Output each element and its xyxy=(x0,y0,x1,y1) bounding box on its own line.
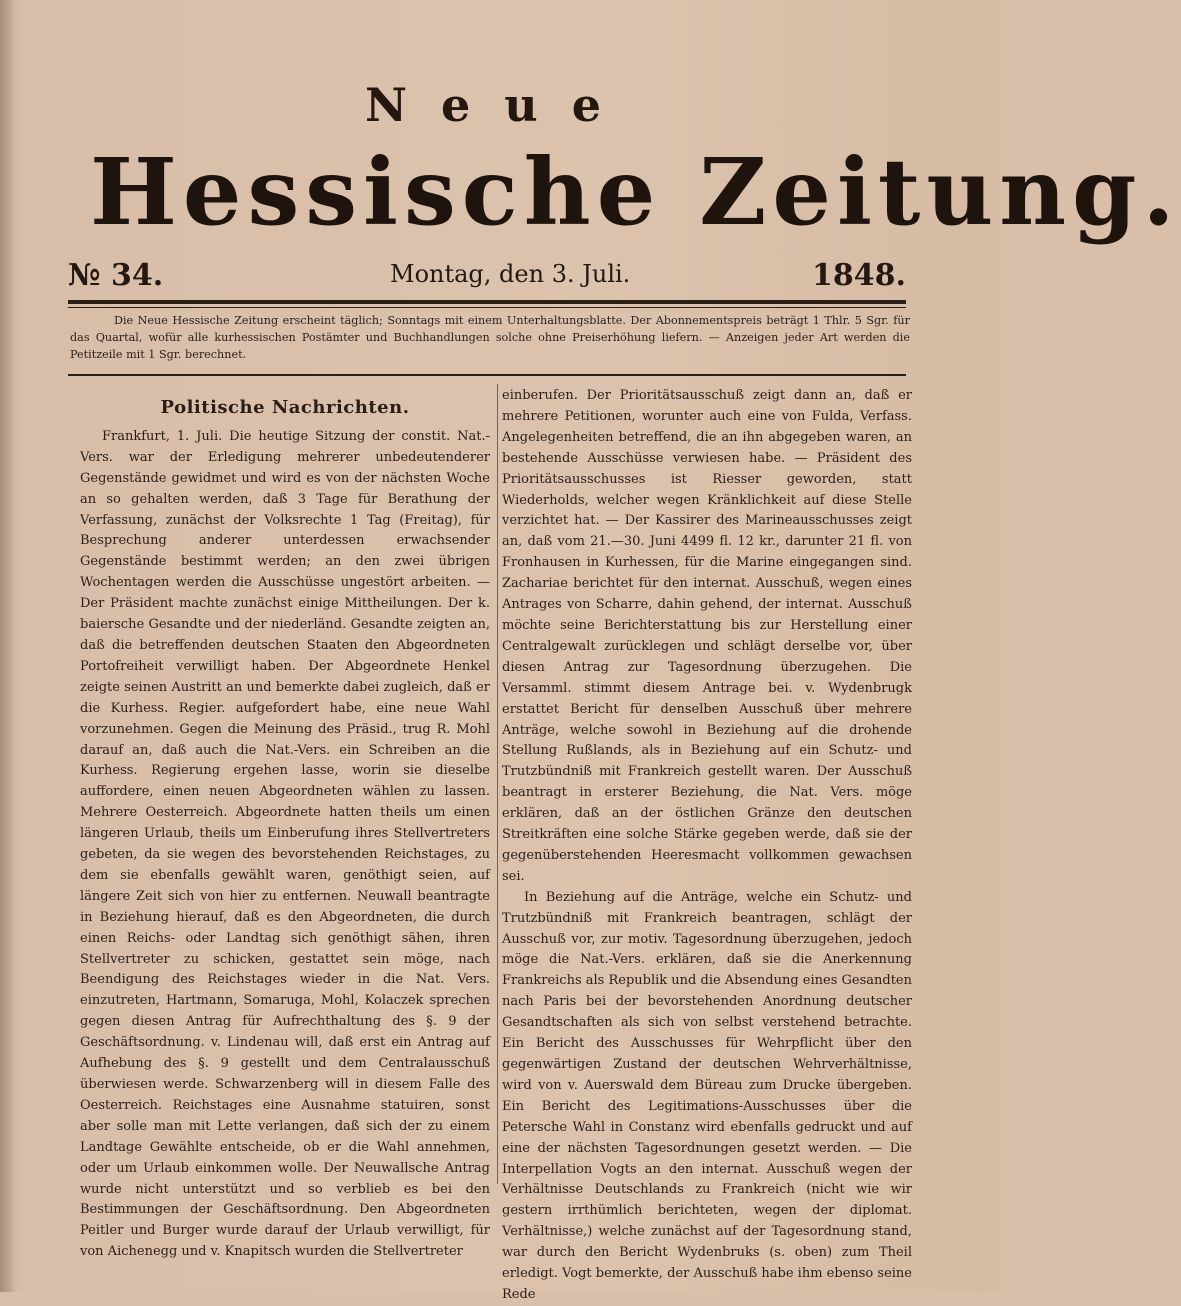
header-rule-thin xyxy=(68,307,906,308)
article-paragraph: einberufen. Der Prioritätsausschuß zeigt dann an, daß er mehrere Petitionen, worunter auch eine von Fulda, Verfass. Angelegenheiten betreffend, die an ihn abgegeben waren, an bestehende Ausschüsse verwiesen habe. — Präsident des Prioritätsausschusses ist Riesser geworden, statt Wiederholds, welcher wegen Kränklichkeit auf diese Stelle verzichtet hat. — Der Kassirer des Marineausschusses zeigt an, daß vom 21.—30. Juni 4499 fl. 12 kr., darunter 21 fl. von Fronhausen in Kurhessen, für die Marine eingegangen sind. Zachariae berichtet für den internat. Ausschuß, wegen eines Antrages von Scharre, dahin gehend, der internat. Ausschuß möchte seine Berichterstattung bis zur Herstellung einer Centralgewalt zurücklegen und schlägt derselbe vor, über diesen Antrag zur Tagesordnung überzugehen. Die Versamml. stimmt diesem Antrage bei. v. Wydenbrugk erstattet Bericht für denselben Ausschuß über mehrere Anträge, welche sowohl in Beziehung auf die drohende Stellung Rußlands, als in Beziehung auf ein Schutz- und Trutzbündniß mit Frankreich gestellt waren. Der Ausschuß beantragt in ersterer Beziehung, die Nat. Vers. möge erklären, daß an der östlichen Gränze den deutschen Streitkräften eine solche Stärke gegeben werde, daß sie der gegenüberstehenden Heeresmacht vollkommen gewachsen sei. xyxy=(502,388,912,884)
subscription-notice xyxy=(70,312,910,363)
article-paragraph: Frankfurt, 1. Juli. Die heutige Sitzung der constit. Nat.-Vers. war der Erledigung mehrerer unbedeutenderer Gegenstände gewidmet und wird es von der nächsten Woche an so gehalten werden, daß 3 Tage für Berathung der Verfassung, zunächst der Volksrechte 1 Tag (Freitag), für Besprechung anderer unterdessen erwachsender Gegenstände bestimmt werden; an den zwei übrigen Wochentagen werden die Ausschüsse ungestört arbeiten. — Der Präsident machte zunächst einige Mittheilungen. Der k. baiersche Gesandte und der niederländ. Gesandte zeigten an, daß die betreffenden deutschen Staaten den Abgeordneten Portofreiheit verwilligt haben. Der Abgeordnete Henkel zeigte seinen Austritt an und bemerkte dabei zugleich, daß er die Kurhess. Regier. aufgefordert habe, eine neue Wahl vorzunehmen. Gegen die Meinung des Präsid., trug R. Mohl darauf an, daß auch die Nat.-Vers. ein Schreiben an die Kurhess. Regierung ergehen lasse, worin sie dieselbe auffordere, einen neuen Abgeordneten wählen zu lassen. Mehrere Oesterreich. Abgeordnete hatten theils um einen längeren Urlaub, theils um Einberufung ihres Stellvertreters gebeten, da sie wegen des bevorstehenden Reichstages, zu dem sie ebenfalls gewählt waren, genöthigt seien, auf längere Zeit sich von hier zu entfernen. Neuwall beantragte in Beziehung hierauf, daß es den Abgeordneten, die durch einen Reichs- oder Landtag sich genöthigt sähen, ihren Stellvertreter zu schicken, gestattet sein möge, nach Beendigung des Reichstages wieder in die Nat. Vers. einzutreten, Hartmann, Somaruga, Mohl, Kolaczek sprechen gegen diesen Antrag für Aufrechthaltung des §. 9 der Geschäftsordnung. v. Lindenau will, daß erst ein Antrag auf Aufhebung des §. 9 gestellt und dem Centralausschuß überwiesen werde. Schwarzenberg will in diesem Falle des Oesterreich. Reichstages eine Ausnahme statuiren, sonst aber solle man mit Lette verlangen, daß sich der zu einem Landtage Gewählte entscheide, ob er die Wahl annehmen, oder um Urlaub einkommen wolle. Der Neuwallsche Antrag wurde nicht unterstützt und so verblieb es bei den Bestimmungen der Geschäftsordnung. Den Abgeordneten Peitler und Burger wurde darauf der Urlaub verwilligt, für von Aichenegg und v. Knapitsch wurden die Stellvertreter xyxy=(80,428,490,1260)
issue-number: № 34. xyxy=(68,258,164,293)
masthead-title: Hessische Zeitung. xyxy=(90,138,1181,246)
issue-year: 1848. xyxy=(812,258,906,293)
article-paragraph: In Beziehung auf die Anträge, welche ein Schutz- und Trutzbündniß mit Frankreich beantragen, schlägt der Ausschuß vor, zur motiv. Tagesordnung überzugehen, jedoch möge die Nat.-Vers. erklären, daß sie die Anerkennung Frankreichs als Republik und die Absendung eines Gesandten nach Paris bei der bevorstehenden Anordnung deutscher Gesandtschaften als sich von selbst verstehend betrachte. Ein Bericht des Ausschusses für Wehrpflicht über den gegenwärtigen Zustand der deutschen Wehrverhältnisse, wird von v. Auerswald dem Büreau zum Drucke übergeben. Ein Bericht des Legitimations-Ausschusses über die Petersche Wahl in Constanz wird ebenfalls gedruckt und auf eine der nächsten Tagesordnungen gesetzt werden. — Die Interpellation Vogts an den internat. Ausschuß wegen der Verhältnisse Deutschlands zu Frankreich (nicht wie wir gestern irrthümlich berichteten, wegen der diplomat. Verhältnisse,) welche zunächst auf der Tagesordnung stand, war durch den Bericht Wydenbruks (s. oben) zum Theil erledigt. Vogt bemerkte, der Ausschuß habe ihm ebenso seine Rede xyxy=(502,889,912,1302)
dateline xyxy=(68,256,906,296)
notice-rule xyxy=(68,374,906,376)
issue-date: Montag, den 3. Juli. xyxy=(390,260,631,288)
section-title: Politische Nachrichten. xyxy=(160,397,410,418)
header-rule-thick xyxy=(68,300,906,304)
column-divider xyxy=(497,384,498,1184)
masthead-neue: Neue xyxy=(364,78,636,132)
page-edge-shadow xyxy=(0,0,14,1292)
notice-text: Die Neue Hessische Zeitung erscheint täglich; Sonntags mit einem Unterhaltungsblatte. Der Abonnementspreis beträgt 1 Thlr. 5 Sgr. für das Quartal, wofür alle kurhessischen Postämter und Buchhandlungen solche ohne Preiserhöhung liefern. — Anzeigen jeder Art werden die Petitzeile mit 1 Sgr. berechnet. xyxy=(70,314,910,361)
right-column xyxy=(502,386,912,1306)
left-column xyxy=(80,386,490,1263)
